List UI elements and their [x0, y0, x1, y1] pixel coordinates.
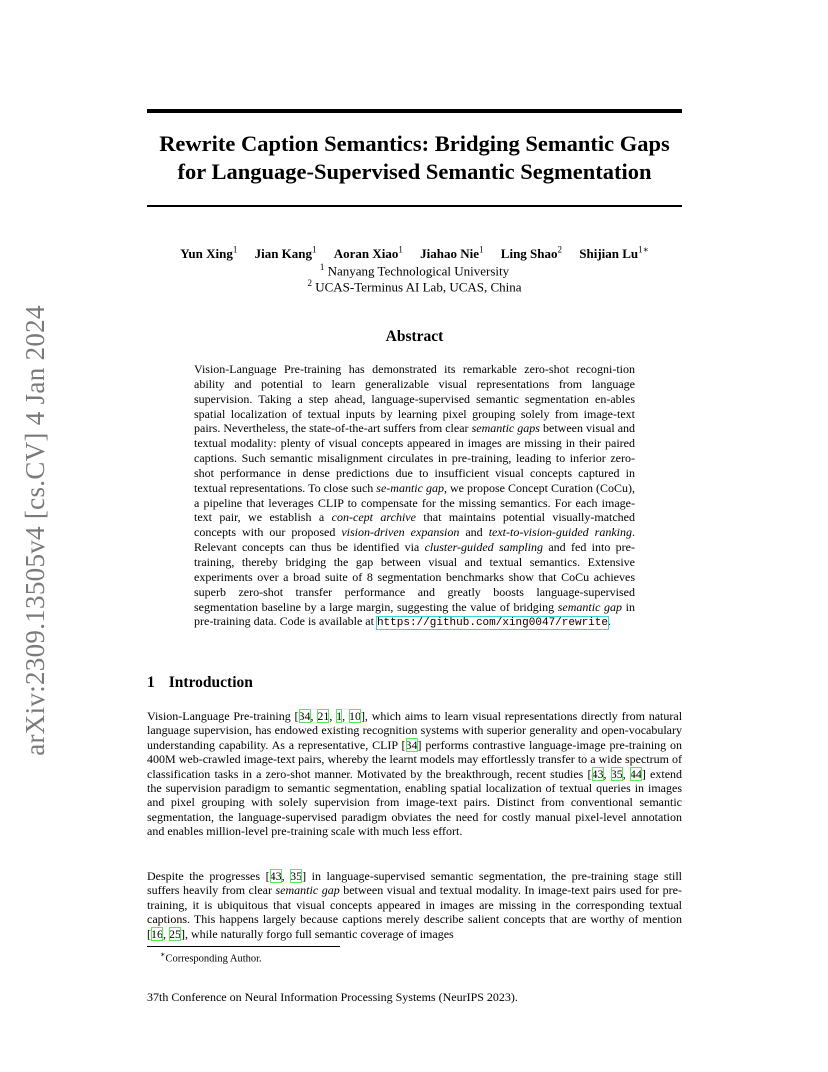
- citation-link[interactable]: 21: [317, 709, 330, 723]
- footnote-rule: [147, 946, 340, 947]
- arxiv-identifier-text: arXiv:2309.13505v4 [cs.CV] 4 Jan 2024: [19, 304, 50, 756]
- citation-link[interactable]: 25: [169, 926, 181, 941]
- paper-title: [140, 130, 689, 186]
- abstract-body: Vision-Language Pre-training has demonstrated its remarkable zero-shot recogni-tion ability and potential to learn generalizable visual representations from language supervision. Taking a step ahead, language-supervised semantic segmentation en-ables spatial localization of textual inputs by learning pixel grouping solely from image-text pairs. Nevertheless, the state-of-the-art suffers from clear semantic gaps between visual and textual modality: plenty of visual concepts appeared in images are missing in their paired captions. Such semantic misalignment circulates in pre-training, leading to inferior zero-shot performance in dense predictions due to insufficient visual concepts captured in textual representations. To close such se-mantic gap, we propose Concept Curation (CoCu), a pipeline that leverages CLIP to compensate for the missing semantics. For each image-text pair, we establish a con-cept archive that maintains potential visually-matched concepts with our proposed vision-driven expansion and text-to-vision-guided ranking. Relevant concepts can thus be identified via cluster-guided sampling and fed into pre-training, thereby bridging the gap between visual and textual semantics. Extensive experiments over a broad suite of 8 segmentation benchmarks show that CoCu achieves superb zero-shot transfer performance and greatly boosts language-supervised segmentation baseline by a large margin, suggesting the value of bridging semantic gap in pre-training data. Code is available at https://github.com/xing0047/rewrite.: [194, 362, 636, 630]
- paper-title-line-2: for Language-Supervised Semantic Segmentation: [177, 159, 652, 184]
- citation-link[interactable]: 35: [290, 869, 303, 883]
- citation-link[interactable]: 43: [591, 766, 604, 781]
- citation-link[interactable]: 1: [336, 709, 343, 723]
- affiliation: $^2$ UCAS-Terminus AI Lab, UCAS, China: [307, 278, 522, 295]
- citation-link[interactable]: 10: [348, 709, 361, 723]
- section-number: 1: [147, 674, 155, 691]
- section-heading-introduction: [147, 674, 253, 692]
- citation-link[interactable]: 16: [151, 926, 163, 941]
- citation-link[interactable]: 43: [269, 869, 282, 883]
- arxiv-identifier-stamp: [12, 300, 58, 760]
- code-repository-link[interactable]: https://github.com/xing0047/rewrite: [376, 617, 608, 630]
- citation-link[interactable]: 44: [629, 766, 642, 781]
- affiliation: $^1$ Nanyang Technological University: [319, 262, 510, 279]
- introduction-paragraph-2: Despite the progresses [43, 35] in language-supervised semantic segmentation, the pre-training stage still suffers heavily from clear semantic gap between visual and textual modality. In image-text pairs used for pre-training, it is ubiquitous that visual concepts appeared in images are missing in the corresponding textual captions. This happens largely because captions merely describe salient concepts that are worthy of mention [16, 25], while naturally forgo full semantic coverage of images: [147, 869, 683, 941]
- abstract-heading: Abstract: [385, 328, 444, 345]
- author: Yun Xing$^1$: [180, 245, 238, 262]
- title-rule-top: [147, 109, 682, 113]
- author: Aoran Xiao$^1$: [333, 245, 403, 262]
- author: Jiahao Nie$^1$: [420, 245, 484, 262]
- title-rule-bottom: [147, 205, 682, 207]
- citation-link[interactable]: 35: [610, 766, 623, 781]
- citation-link[interactable]: 34: [405, 737, 418, 752]
- section-title: Introduction: [168, 674, 253, 691]
- author: Jian Kang$^1$: [254, 245, 317, 262]
- citation-link[interactable]: 34: [298, 709, 311, 723]
- introduction-paragraph-1: Vision-Language Pre-training [34, 21, 1, 10], which aims to learn visual representations directly from natural language supervision, has endowed existing recognition systems with superior generality and open-vocabulary understanding capability. As a representative, CLIP [34] performs contrastive language-image pre-training on 400M web-crawled image-text pairs, whereby the learnt models may effortlessly transfer to a wide spectrum of classification tasks in a zero-shot manner. Motivated by the breakthrough, recent studies [43, 35, 44] extend the supervision paradigm to semantic segmentation, enabling spatial localization of textual queries in images and pixel grouping with solely supervision from image-text pairs. Distinct from conventional semantic segmentation, the language-supervised paradigm obviates the need for costly manual pixel-level annotation and enables million-level pre-training scale with much less effort.: [147, 709, 683, 839]
- footnote-corresponding-author: ∗Corresponding Author.: [160, 950, 262, 965]
- author: Shijian $Lu^{1∗}$: [579, 245, 649, 262]
- paper-title-line-1: Rewrite Caption Semantics: Bridging Semantic Gaps: [159, 131, 670, 156]
- author: Ling Shao$^2$: [500, 245, 563, 262]
- conference-venue: 37th Conference on Neural Information Processing Systems (NeurIPS 2023).: [147, 990, 518, 1004]
